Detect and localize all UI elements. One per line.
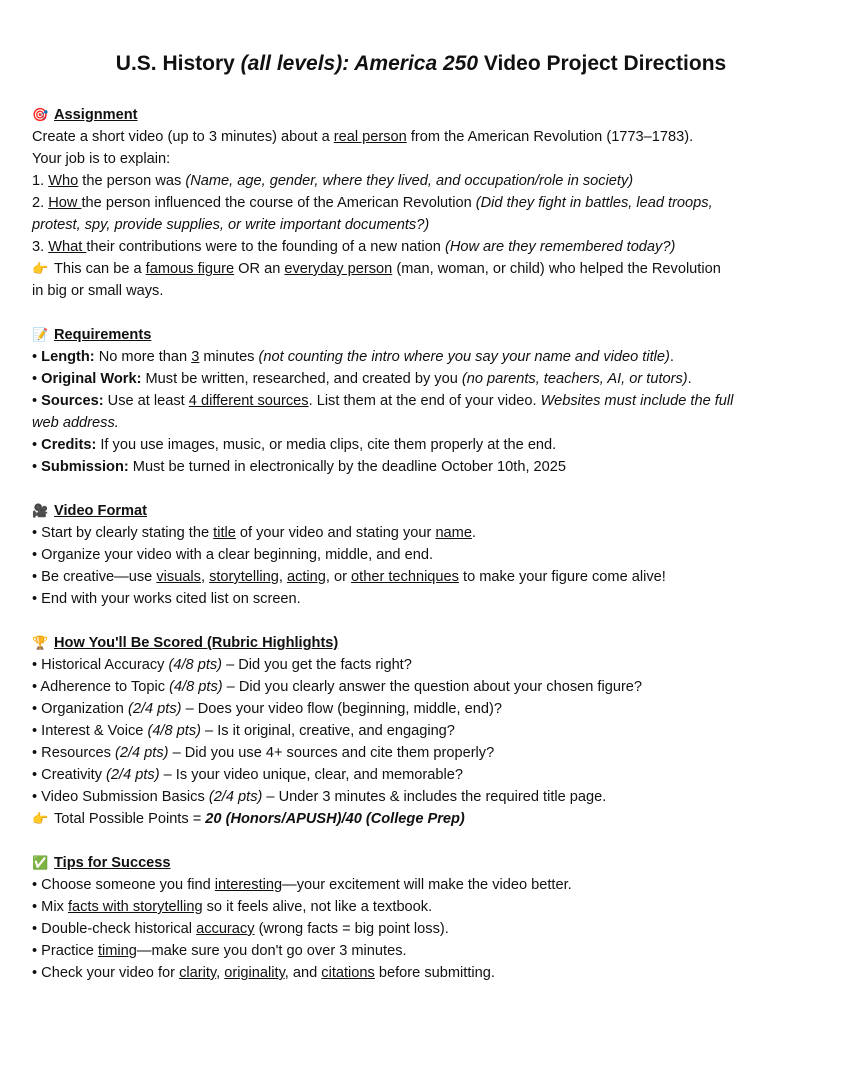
text-run: (2/4 pts)	[208, 789, 263, 805]
text-run: clarity	[179, 965, 217, 981]
text-run: .	[669, 349, 674, 365]
text-run: •	[32, 701, 38, 717]
text-run: (2/4 pts)	[106, 767, 160, 783]
text-run: Length:	[41, 349, 95, 365]
text-run: title	[213, 525, 236, 541]
text-run: How	[48, 195, 82, 211]
text-run: Create a short video (up to 3 minutes) about a	[32, 129, 334, 145]
text-run: Submission:	[41, 459, 129, 475]
text-run: .	[471, 525, 477, 541]
text-run: – Is it original, creative, and engaging?	[200, 723, 455, 739]
text-run: visuals	[156, 569, 201, 585]
text-run: (2/4 pts)	[114, 745, 169, 761]
text-run: in big or small ways.	[32, 283, 164, 299]
text-run: Your job is to explain:	[32, 151, 171, 167]
rubric-item	[32, 742, 832, 764]
text-run: Original Work:	[41, 371, 142, 387]
tip-item	[32, 874, 832, 896]
text-run: Total Possible Points =	[54, 811, 206, 827]
text-run: 20 (Honors/APUSH)/40 (College Prep)	[205, 811, 465, 827]
text-run: . List them at the end of your video.	[308, 393, 541, 409]
text-run: to make your figure come alive!	[458, 569, 666, 585]
text-run: the person was	[78, 173, 186, 189]
text-run: No more than	[94, 349, 192, 365]
text-run: (How are they remembered today?)	[444, 239, 676, 255]
text-run: – Did you use 4+ sources and cite them properly?	[168, 745, 495, 761]
rubric-item	[32, 676, 832, 698]
text-run: real person	[333, 129, 407, 145]
text-run: What	[48, 239, 87, 255]
text-run: the person influenced the course of the American Revolution	[81, 195, 476, 211]
text-run: interesting	[214, 877, 283, 893]
text-run: •	[32, 789, 38, 805]
page-title	[0, 50, 842, 78]
text-run: Who	[48, 173, 79, 189]
req-sources	[32, 390, 832, 412]
text-run: OR an	[234, 261, 285, 277]
assignment-note-cont	[32, 280, 832, 302]
assignment-item-3	[32, 236, 832, 258]
text-run: Practice	[41, 943, 98, 959]
text-run: 3.	[32, 239, 49, 255]
text-run: 2.	[32, 195, 49, 211]
tip-item	[32, 940, 832, 962]
text-run: web address.	[32, 415, 119, 431]
text-run: —make sure you don't go over 3 minutes.	[136, 943, 407, 959]
trophy-icon: 🏆	[32, 635, 49, 650]
text-run: Websites must include the full	[540, 393, 734, 409]
memo-icon: 📝	[32, 327, 49, 342]
text-run: •	[32, 569, 38, 585]
text-run: – Did you get the facts right?	[222, 657, 412, 673]
format-item-4	[32, 588, 832, 610]
text-run: Sources:	[41, 393, 104, 409]
text-run: (2/4 pts)	[127, 701, 182, 717]
text-run: – Is your video unique, clear, and memorable?	[159, 767, 463, 783]
section-heading: Tips for Success	[54, 855, 171, 871]
text-run: •	[32, 965, 38, 981]
text-run: Mix	[41, 899, 68, 915]
text-run: .	[687, 371, 692, 387]
text-run: Interest & Voice	[41, 723, 148, 739]
text-run: •	[32, 371, 38, 387]
text-run: Must be written, researched, and created by you	[141, 371, 462, 387]
text-run: •	[32, 943, 38, 959]
tips-heading	[32, 852, 832, 874]
text-run: Check your video for	[41, 965, 180, 981]
format-heading	[32, 500, 832, 522]
req-original	[32, 368, 832, 390]
text-run: •	[32, 657, 38, 673]
text-run: Credits:	[41, 437, 97, 453]
text-run: Use at least	[103, 393, 189, 409]
title-part: Video Project Directions	[478, 52, 727, 75]
text-run: timing	[97, 943, 137, 959]
text-run: Organize your video with a clear beginning, middle, and end.	[41, 547, 434, 563]
section-heading: How You'll Be Scored (Rubric Highlights)	[54, 635, 339, 651]
rubric-item	[32, 764, 832, 786]
format-item-2	[32, 544, 832, 566]
text-run: (4/8 pts)	[169, 679, 223, 695]
req-submission	[32, 456, 832, 478]
text-run: (not counting the intro where you say your name and video title)	[258, 349, 670, 365]
pointing-hand-icon: 👉	[32, 811, 49, 826]
text-run: everyday person	[284, 261, 393, 277]
pointing-hand-icon: 👉	[32, 261, 49, 276]
check-mark-icon: ✅	[32, 855, 49, 870]
format-item-1	[32, 522, 832, 544]
text-run: accuracy	[196, 921, 255, 937]
text-run: •	[32, 349, 38, 365]
text-run: from the American Revolution (1773–1783).	[406, 129, 694, 145]
rubric-item	[32, 698, 832, 720]
text-run: Resources	[41, 745, 115, 761]
text-run: (4/8 pts)	[168, 657, 223, 673]
title-part: U.S. History	[115, 52, 241, 75]
text-run: •	[32, 393, 38, 409]
scoring-heading	[32, 632, 832, 654]
movie-camera-icon: 🎥	[32, 503, 49, 518]
text-run: their contributions were to the founding of a new nation	[86, 239, 445, 255]
text-run: (4/8 pts)	[147, 723, 201, 739]
req-sources-cont	[32, 412, 832, 434]
assignment-item-1	[32, 170, 832, 192]
text-run: •	[32, 745, 38, 761]
rubric-item	[32, 786, 832, 808]
text-run: storytelling	[209, 569, 279, 585]
text-run: of your video and stating your	[235, 525, 436, 541]
text-run: —your excitement will make the video better.	[282, 877, 572, 893]
text-run: •	[32, 767, 38, 783]
text-run: Historical Accuracy	[41, 657, 169, 673]
text-run: protest, spy, provide supplies, or write important documents?)	[32, 217, 430, 233]
tip-item	[32, 918, 832, 940]
text-run: (Did they fight in battles, lead troops,	[475, 195, 713, 211]
text-run: Double-check historical	[41, 921, 197, 937]
text-run: – Did you clearly answer the question about your chosen figure?	[222, 679, 643, 695]
text-run: other techniques	[351, 569, 459, 585]
text-run: Video Submission Basics	[41, 789, 209, 805]
text-run: before submitting.	[374, 965, 495, 981]
text-run: facts with storytelling	[67, 899, 203, 915]
text-run: minutes	[199, 349, 259, 365]
assignment-job	[32, 148, 832, 170]
text-run: This can be a	[54, 261, 146, 277]
target-icon: 🎯	[32, 107, 49, 122]
text-run: 1.	[32, 173, 49, 189]
req-credits	[32, 434, 832, 456]
text-run: (man, woman, or child) who helped the Revolution	[392, 261, 721, 277]
text-run: – Under 3 minutes & includes the required title page.	[262, 789, 607, 805]
text-run: name	[435, 525, 472, 541]
text-run: •	[32, 921, 38, 937]
format-item-3	[32, 566, 832, 588]
total-points	[32, 808, 832, 830]
assignment-intro	[32, 126, 832, 148]
text-run: (Name, age, gender, where they lived, and occupation/role in society)	[185, 173, 634, 189]
text-run: Organization	[41, 701, 128, 717]
assignment-item-2-cont	[32, 214, 832, 236]
text-run: (wrong facts = big point loss).	[254, 921, 449, 937]
text-run: •	[32, 547, 38, 563]
text-run: , or	[325, 569, 352, 585]
assignment-note	[32, 258, 832, 280]
section-heading: Assignment	[54, 107, 138, 123]
text-run: citations	[321, 965, 375, 981]
requirements-heading	[32, 324, 832, 346]
section-heading: Requirements	[54, 327, 152, 343]
text-run: Be creative—use	[41, 569, 157, 585]
text-run: •	[32, 899, 38, 915]
text-run: •	[32, 525, 38, 541]
text-run: •	[32, 591, 38, 607]
text-run: originality	[224, 965, 285, 981]
text-run: Choose someone you find	[41, 877, 215, 893]
rubric-item	[32, 720, 832, 742]
text-run: •	[32, 877, 38, 893]
tip-item	[32, 962, 832, 984]
text-run: Adherence to Topic	[40, 679, 170, 695]
text-run: 4 different sources	[188, 393, 309, 409]
text-run: If you use images, music, or media clips, cite them properly at the end.	[96, 437, 557, 453]
text-run: •	[32, 459, 38, 475]
text-run: famous figure	[145, 261, 235, 277]
text-run: Must be turned in electronically by the deadline October 10th, 2025	[128, 459, 567, 475]
text-run: ,	[278, 569, 287, 585]
text-run: acting	[286, 569, 326, 585]
text-run: •	[32, 723, 38, 739]
assignment-item-2	[32, 192, 832, 214]
text-run: Start by clearly stating the	[41, 525, 214, 541]
text-run: •	[32, 437, 38, 453]
text-run: ,	[200, 569, 210, 585]
text-run: 3	[191, 349, 200, 365]
text-run: (no parents, teachers, AI, or tutors)	[461, 371, 688, 387]
text-run: •	[32, 679, 38, 695]
text-run: ,	[216, 965, 225, 981]
title-italic-part: (all levels): America 250	[240, 52, 479, 75]
req-length	[32, 346, 832, 368]
text-run: – Does your video flow (beginning, middle, end)?	[181, 701, 502, 717]
section-heading: Video Format	[54, 503, 147, 519]
assignment-heading	[32, 104, 832, 126]
text-run: Creativity	[41, 767, 107, 783]
text-run: , and	[284, 965, 322, 981]
text-run: so it feels alive, not like a textbook.	[202, 899, 433, 915]
tip-item	[32, 896, 832, 918]
text-run: End with your works cited list on screen.	[41, 591, 301, 607]
rubric-item	[32, 654, 832, 676]
